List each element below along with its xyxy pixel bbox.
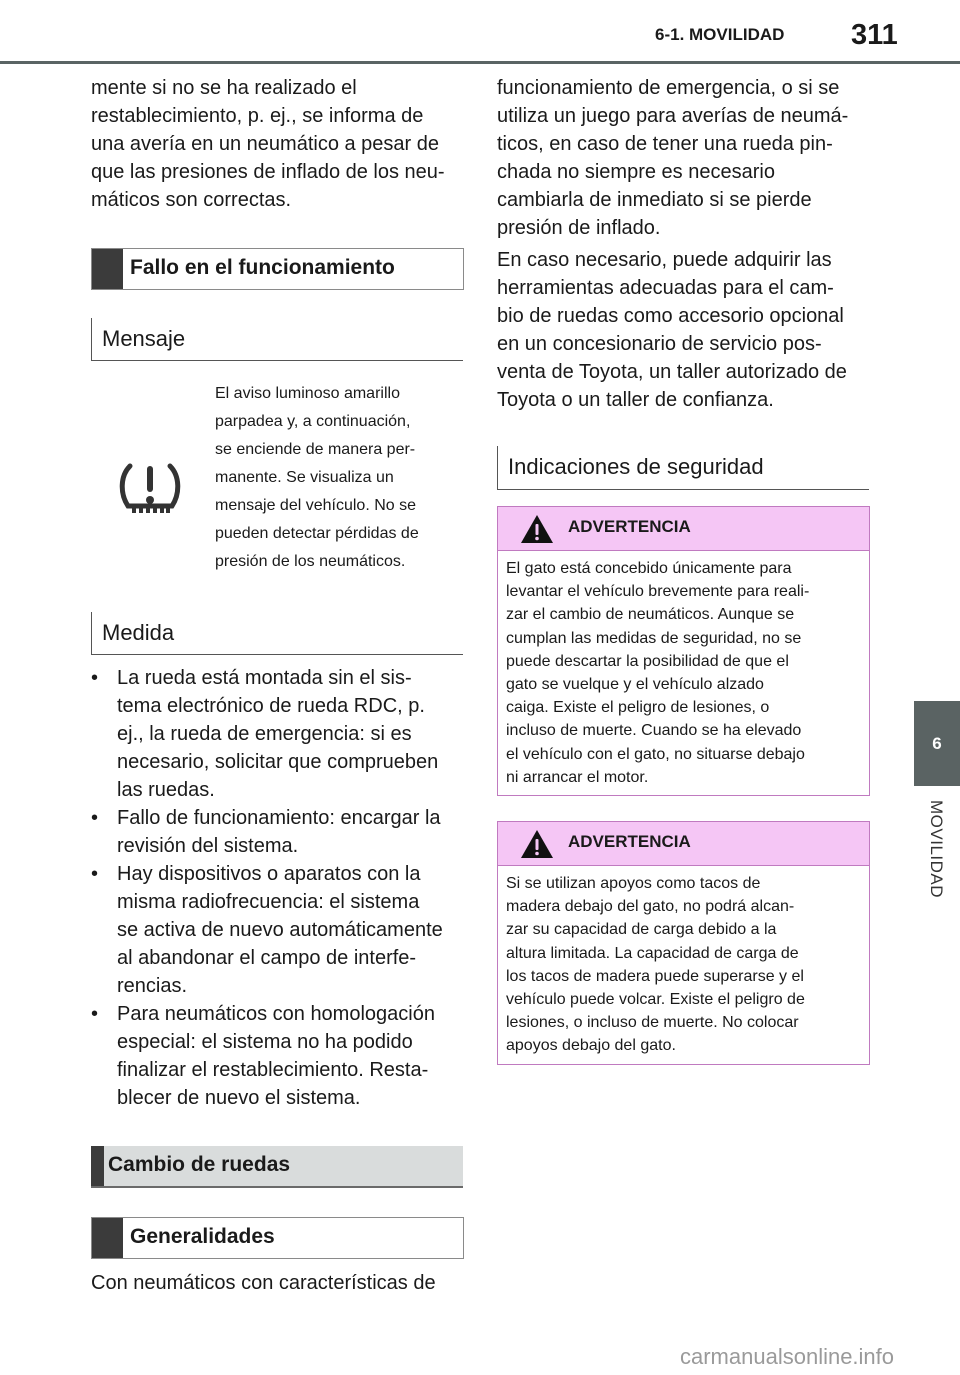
warning-title: ADVERTENCIA: [568, 832, 691, 851]
text-line: necesario, solicitar que comprueben: [117, 751, 439, 773]
list-item: [91, 804, 443, 860]
text-line: mente si no se ha realizado el: [91, 77, 357, 99]
text-line: Con neumáticos con características de: [91, 1272, 436, 1294]
warning-box: [497, 506, 870, 796]
section-generalidades: [91, 1217, 464, 1259]
section-title: Generalidades: [130, 1225, 275, 1248]
divider: [91, 654, 463, 655]
header-section: 6-1. MOVILIDAD: [655, 25, 785, 44]
text-line: parpadea y, a continuación,: [215, 413, 411, 430]
text-line: al abandonar el campo de interfe-: [117, 947, 417, 969]
text-line: levantar el vehículo brevemente para reali-: [506, 583, 810, 601]
subsection-title: Indicaciones de seguridad: [508, 454, 764, 479]
tire-pressure-warning-icon: [118, 462, 182, 523]
list-item: [91, 1000, 443, 1112]
text-line: Toyota o un taller de confianza.: [497, 389, 774, 411]
text-line: especial: el sistema no ha podido: [117, 1031, 413, 1053]
text-line: manente. Se visualiza un: [215, 469, 394, 486]
text-line: máticos son correctas.: [91, 189, 292, 211]
text-line: una avería en un neumático a pesar de: [91, 133, 440, 155]
bullet-list: [91, 664, 443, 1112]
warning-title: ADVERTENCIA: [568, 517, 691, 536]
text-line: El gato está concebido únicamente para: [506, 560, 792, 577]
section-bar: [92, 249, 123, 289]
text-line: venta de Toyota, un taller autorizado de: [497, 361, 847, 383]
text-line: se enciende de manera per-: [215, 441, 416, 458]
subsection-mensaje: [91, 318, 464, 360]
section-title: Cambio de ruedas: [108, 1153, 291, 1176]
text-line: presión de inflado.: [497, 217, 661, 239]
text-line: rencias.: [117, 975, 188, 997]
divider: [497, 489, 869, 490]
text-line: funcionamiento de emergencia, o si se: [497, 77, 840, 99]
section-bar: [91, 1146, 104, 1186]
subsection-seguridad: [497, 446, 870, 489]
text-line: que las presiones de inflado de los neu-: [91, 161, 445, 183]
chapter-label: MOVILIDAD: [927, 800, 946, 899]
text-line: ni arrancar el motor.: [506, 768, 649, 786]
text-line: en un concesionario de servicio pos-: [497, 333, 822, 355]
text-line: La rueda está montada sin el sis-: [117, 667, 412, 689]
text-line: zar el cambio de neumáticos. Aunque se: [506, 606, 795, 624]
text-line: caiga. Existe el peligro de lesiones, o: [506, 699, 770, 717]
warning-triangle-icon: [520, 829, 554, 859]
text-line: blecer de nuevo el sistema.: [117, 1087, 361, 1109]
mensaje-text: [215, 380, 419, 576]
text-line: el vehículo con el gato, no situarse debajo: [506, 745, 805, 763]
section-fallo: [91, 248, 464, 290]
subsection-title: Mensaje: [102, 326, 186, 351]
header-rule: [0, 61, 960, 64]
text-line: bio de ruedas como accesorio opcional: [497, 305, 844, 327]
text-line: ej., la rueda de emergencia: si es: [117, 723, 412, 745]
subsection-medida: [91, 612, 464, 654]
text-line: zar su capacidad de carga debido a la: [506, 921, 777, 939]
text-line: Si se utilizan apoyos como tacos de: [506, 875, 761, 892]
text-line: vehículo puede volcar. Existe el peligro de: [506, 991, 805, 1009]
paragraph-2: [497, 246, 847, 414]
text-line: apoyos debajo del gato.: [506, 1037, 676, 1055]
text-line: cambiarla de inmediato si se pierde: [497, 189, 812, 211]
warning-header: [498, 822, 869, 866]
text-line: los tacos de madera puede superarse y el: [506, 967, 804, 985]
text-line: presión de los neumáticos.: [215, 553, 406, 570]
text-line: gato se vuelque y el vehículo alzado: [506, 676, 764, 694]
section-cambio: [91, 1146, 463, 1188]
warning-header: [498, 507, 869, 551]
text-line: las ruedas.: [117, 779, 215, 801]
text-line: madera debajo del gato, no podrá alcan-: [506, 898, 795, 916]
text-line: lesiones, o incluso de muerte. No colocar: [506, 1014, 799, 1032]
text-line: altura limitada. La capacidad de carga de: [506, 944, 799, 962]
bullet-marker: •: [91, 863, 99, 885]
text-line: ticos, en caso de tener una rueda pin-: [497, 133, 833, 155]
text-line: En caso necesario, puede adquirir las: [497, 249, 832, 271]
warning-triangle-icon: [520, 514, 554, 544]
page-number: 311: [851, 19, 898, 51]
text-line: El aviso luminoso amarillo: [215, 385, 400, 402]
text-line: finalizar el restablecimiento. Resta-: [117, 1059, 429, 1081]
list-item: [91, 664, 443, 804]
text-line: utiliza un juego para averías de neumá-: [497, 105, 849, 127]
subsection-title: Medida: [102, 620, 175, 645]
text-line: revisión del sistema.: [117, 835, 299, 857]
text-line: tema electrónico de rueda RDC, p.: [117, 695, 425, 717]
text-line: puede descartar la posibilidad de que el: [506, 652, 789, 670]
text-line: Hay dispositivos o aparatos con la: [117, 863, 421, 885]
watermark: carmanualsonline.info: [680, 1344, 895, 1369]
text-line: chada no siempre es necesario: [497, 161, 775, 183]
text-line: herramientas adecuadas para el cam-: [497, 277, 834, 299]
text-line: pueden detectar pérdidas de: [215, 525, 419, 542]
section-title: Fallo en el funcionamiento: [130, 256, 395, 279]
warning-text: [498, 866, 869, 1064]
section-bar: [92, 1218, 123, 1258]
intro-paragraph: [91, 74, 445, 214]
outro-paragraph: [91, 1269, 436, 1297]
bullet-marker: •: [91, 667, 99, 689]
paragraph-1: [497, 74, 848, 242]
text-line: mensaje del vehículo. No se: [215, 497, 416, 514]
bullet-marker: •: [91, 1003, 99, 1025]
text-line: incluso de muerte. Cuando se ha elevado: [506, 722, 802, 740]
text-line: restablecimiento, p. ej., se informa de: [91, 105, 424, 127]
bullet-marker: •: [91, 807, 99, 829]
warning-box: [497, 821, 870, 1065]
text-line: misma radiofrecuencia: el sistema: [117, 891, 420, 913]
text-line: cumplan las medidas de seguridad, no se: [506, 629, 802, 647]
text-line: Fallo de funcionamiento: encargar la: [117, 807, 441, 829]
warning-text: [498, 551, 869, 795]
text-line: Para neumáticos con homologación: [117, 1003, 435, 1025]
text-line: se activa de nuevo automáticamente: [117, 919, 443, 941]
divider: [91, 360, 463, 361]
chapter-tab[interactable]: 6: [914, 701, 960, 786]
list-item: [91, 860, 443, 1000]
